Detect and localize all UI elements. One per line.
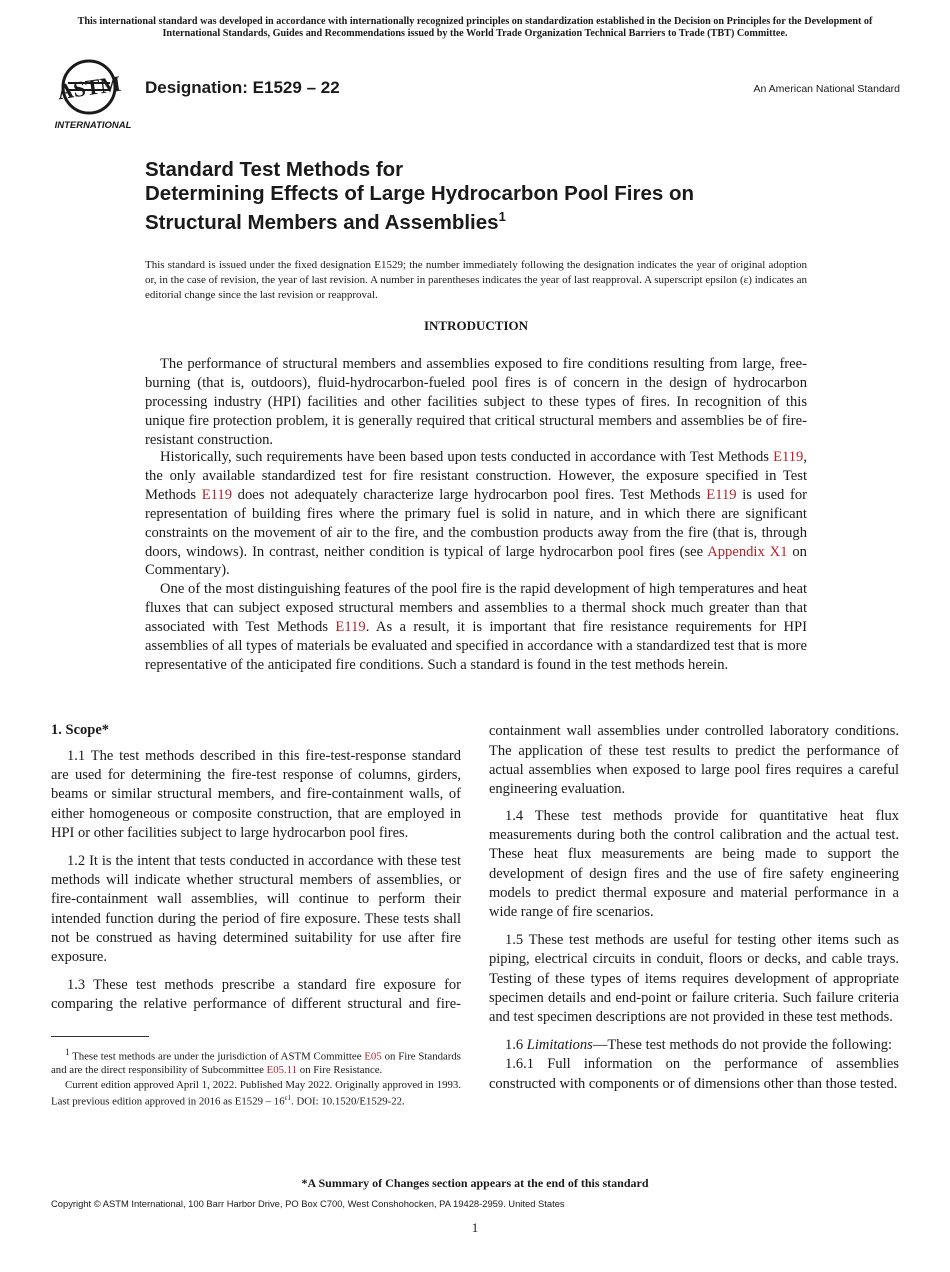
logo-subtext: INTERNATIONAL [54, 120, 132, 131]
limitations-label: Limitations [526, 1037, 593, 1054]
section-1-4: 1.4 These test methods provide for quantitative heat flux measurements during both the control calibration and the actual test. These heat flux measurements are being made to support the development of design fires and the use of fire safety engineering models to predict thermal exposure and material performance in a wide range of fire scenarios. [489, 808, 899, 921]
left-column [51, 747, 461, 1014]
intro-paragraph-1: The performance of structural members and assemblies exposed to fire conditions resulting from large, free-burning (that is, outdoors), fluid-hydrocarbon-fueled pool fires is of concern in the design of hydrocarbon processing industry (HPI) facilities and other facilities subject to these types of fires. In recognition of this unique fire protection problem, it is generally required that critical structural members and assemblies be of fire-resistant construction. [145, 356, 807, 448]
title-line-2: Determining Effects of Large Hydrocarbon Pool Fires on [145, 181, 695, 205]
edition-note: Current edition approved April 1, 2022. Published May 2022. Originally approved in 1993. Last previous edition approved in 2016 as $E1529 - 16^{\varepsilon 1}$. DOI: 10.1520/E1529-22. [51, 1079, 461, 1108]
summary-of-changes-note: *A Summary of Changes section appears at the end of this standard [301, 1176, 649, 1190]
section-1-6: 1.6 Limitations—These test methods do not provide the following: [505, 1037, 893, 1054]
designation [145, 78, 340, 98]
section-1-6-1: 1.6.1 Full information on the performance of assemblies constructed with components or of dimensions other than those tested. [489, 1056, 899, 1092]
top-notice: This international standard was developed in accordance with internationally recognized principles on standardization established in the Decision on Principles for the Development of International Standards, Guides and Recommendations issued by the World Trade Organization Technical Barriers to Trade (TBT) Committee. [77, 16, 873, 39]
link-e119[interactable]: E119 [706, 486, 737, 503]
designation-label: Designation: E1529 [145, 78, 302, 97]
right-column [489, 722, 899, 1094]
link-e119[interactable]: E119 [773, 449, 804, 465]
footnotes [51, 1046, 461, 1111]
section-1-3-continued: containment wall assemblies under controlled laboratory conditions. The application of these test results to predict the performance of actual assemblies when exposed to large pool fires requires a careful engineering evaluation. [489, 723, 899, 798]
title-line-3: Structural Members and Assemblies$^1$ [145, 209, 506, 234]
issue-note: This standard is issued under the fixed designation E1529; the number immediately following the designation indicates the year of original adoption or, in the case of revision, the year of last revision. A number in parentheses indicates the year of last reapproval. A superscript epsilon (ε) indicates an editorial change since the last revision or reapproval. [145, 259, 807, 301]
link-e119[interactable]: E119 [201, 486, 232, 503]
link-e05[interactable]: E05 [364, 1050, 382, 1063]
designation-dash: – [306, 78, 317, 97]
scope-heading: 1. Scope* [51, 722, 109, 738]
section-1-2: 1.2 It is the intent that tests conducted in accordance with these test methods will indicate whether structural members of assemblies, or fire-containment wall assemblies, will continue to perform their intended function during the period of fire exposure. These tests shall not be construed as having determined suitability for use after fire exposure. [51, 853, 461, 966]
section-1-1: 1.1 The test methods described in this fire-test-response standard are used for determining the fire-test response of columns, girders, beams or similar structural members, and fire-containment walls, of either homogeneous or composite construction, that are employed in HPI or other facilities subject to large hydrocarbon pool fires. [51, 748, 461, 841]
designation-year: 22 [320, 78, 340, 97]
title-line-1: Standard Test Methods for [145, 158, 404, 181]
page-number: 1 [471, 1220, 479, 1235]
link-e05-11[interactable]: E05.11 [266, 1063, 298, 1076]
copyright: Copyright © ASTM International, 100 Barr Harbor Drive, PO Box C700, West Conshohocken, PA 19428-2959. United States [51, 1198, 565, 1209]
intro-paragraph-2: Historically, such requirements have been based upon tests conducted in accordance with Test Methods E119, the only available standardized test for fire resistant construction. However, the exposure specified in Test Methods E119 does not adequately characterize large hydrocarbon pool fires. Test Methods E119 is used for representation of building fires where the primary fuel is solid in nature, and in which there are significant constraints on the movement of air to the fire, and the combustion products away from the fire (that is, through doors, windows). In contrast, neither condition is typical of large hydrocarbon pool fires (see Appendix X1 on Commentary). [145, 449, 808, 579]
section-1-3-start: 1.3 These test methods prescribe a standard fire exposure for comparing the relative performance of different structural and fire- [51, 977, 461, 1013]
logo-text: ASTM [55, 70, 123, 105]
link-appendix-x1[interactable]: Appendix X1 [707, 543, 788, 560]
title-footnote-mark[interactable]: 1 [498, 209, 506, 224]
footnote-1: $^1$ These test methods are under the jurisdiction of ASTM Committee E05 on Fire Standards and are the direct responsibility of Subcommittee E05.11 on Fire Resistance. [51, 1047, 461, 1076]
intro-paragraph-3: One of the most distinguishing features of the pool fire is the rapid development of high temperatures and heat fluxes that can subject exposed structural members and assemblies to a thermal shock much greater than that associated with Test Methods E119. As a result, it is important that fire resistance requirements for HPI assemblies of all types of materials be evaluated and specified in accordance with a standardized test that is more representative of the anticipated fire conditions. Such a standard is found in the test methods herein. [145, 581, 807, 673]
footnote-divider [51, 1036, 149, 1037]
national-standard-label: An American National Standard [753, 83, 900, 95]
document-title [145, 158, 845, 234]
introduction-heading: INTRODUCTION [423, 318, 528, 333]
link-e119[interactable]: E119 [335, 618, 366, 635]
section-1-5: 1.5 These test methods are useful for testing other items such as piping, electrical circuits in conduit, floors or decks, and cable trays. Testing of these types of items requires development of appropriate specimen details and end-point or failure criteria. Such failure criteria and test specimen descriptions are not provided in these test methods. [489, 932, 899, 1026]
astm-logo [52, 57, 134, 131]
